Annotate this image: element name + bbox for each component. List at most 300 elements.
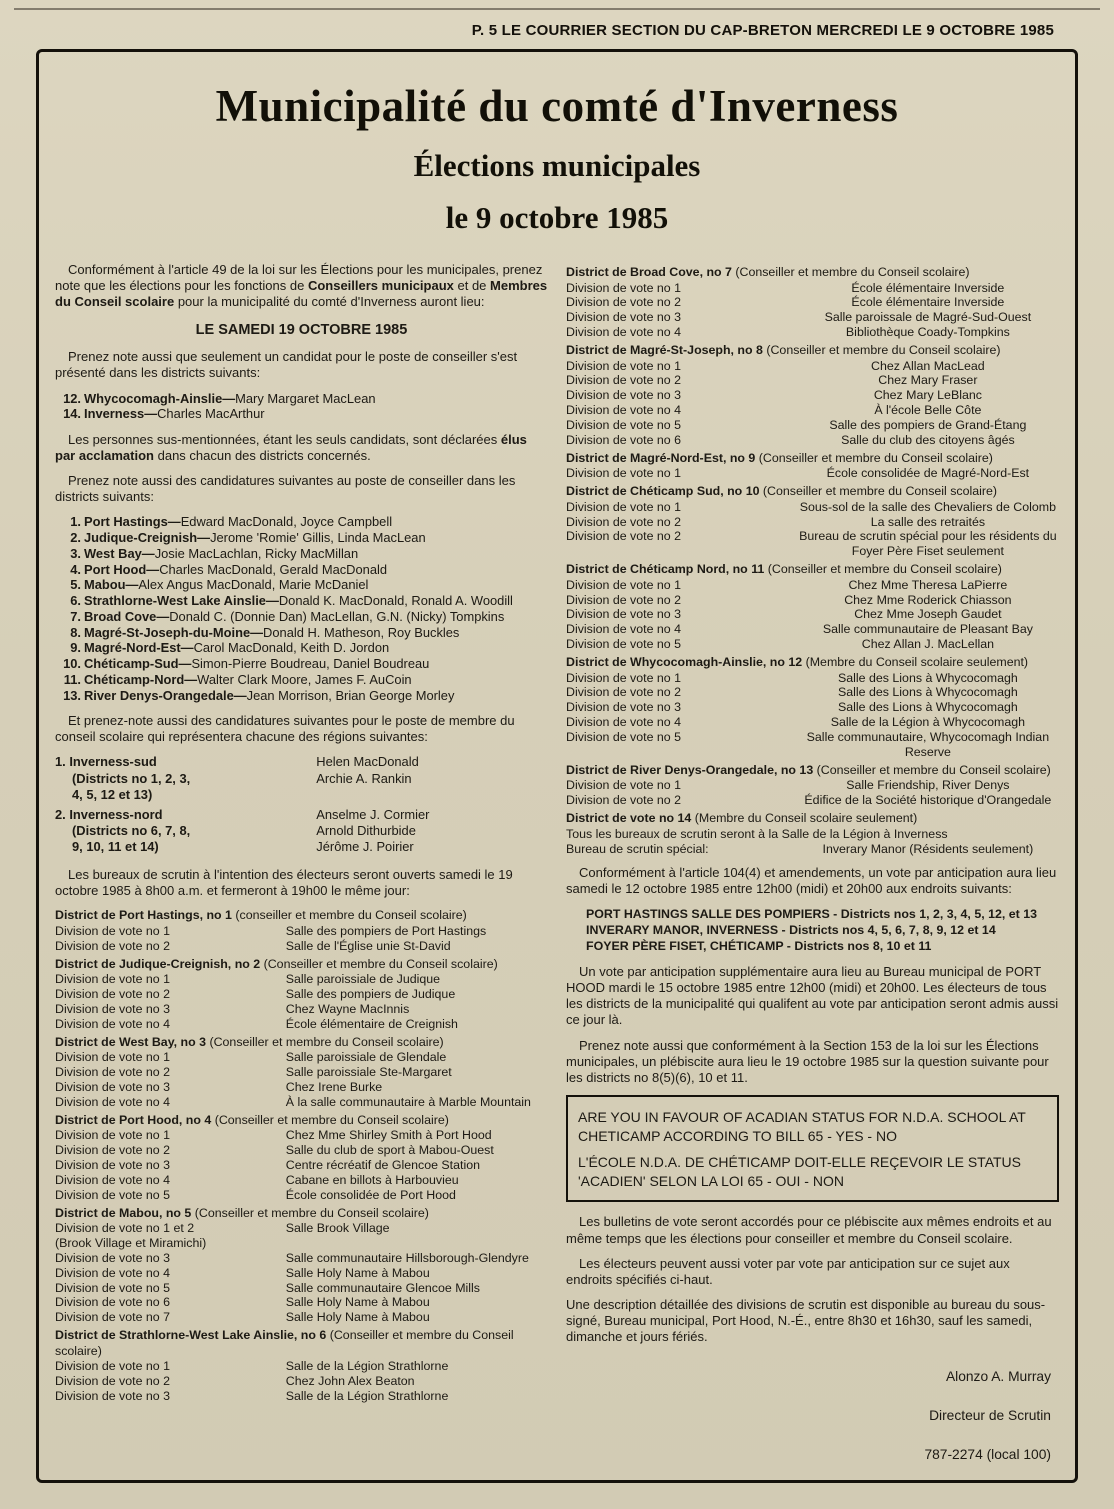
division-location: École élémentaire de Creignish <box>285 1016 458 1031</box>
district-header <box>55 957 548 973</box>
division-row <box>55 1065 548 1080</box>
district-block <box>566 811 1059 857</box>
division-location: Chez Mme Shirley Smith à Port Hood <box>285 1128 492 1143</box>
region-candidates <box>316 754 548 802</box>
region-row <box>55 807 548 855</box>
candidate-names: Walter Clark Moore, James F. AuCoin <box>197 671 412 687</box>
advance-poll-location-line: FOYER PÈRE FISET, CHÉTICAMP - Districts nos 8, 10 et 11 <box>586 938 932 953</box>
notice-title: Municipalité du comté d'Inverness <box>215 81 899 131</box>
division-location: Salle paroissiale de Glendale <box>285 1050 447 1065</box>
division-location: Chez Mme Joseph Gaudet <box>854 607 1002 622</box>
candidate-district-name: Mabou— <box>84 577 139 593</box>
candidate-district-name: Judique-Creignish— <box>84 530 211 546</box>
text-segment: pour la municipalité du comté d'Inverness auront lieu: <box>174 294 485 310</box>
division-label <box>55 1128 282 1143</box>
division-label <box>55 1158 282 1173</box>
division-sublabel: (Brook Village et Miramichi) <box>55 1235 207 1250</box>
division-label <box>55 1065 282 1080</box>
district-note: (Conseiller et membre du Conseil scolaire) <box>209 1034 444 1049</box>
division-location: Salle Holy Name à Mabou <box>285 1295 430 1310</box>
description-availability-paragraph: Une description détaillée des divisions de scrutin est disponible au bureau du sous-signé, Bureau municipal, Port Hood, N.-É., entre 8h30 et 16h30, sauf les samedi, dimanche et jours fériés. <box>566 1296 1046 1345</box>
district-title: District de Magré-St-Joseph, no 8 <box>566 343 767 357</box>
candidate-number: 12. <box>63 390 81 406</box>
division-label-line: Division de vote no 1 <box>566 358 682 373</box>
division-row <box>55 1002 548 1017</box>
division-label-line: Division de vote no 2 <box>55 987 171 1002</box>
division-label-line: Division de vote no 2 <box>55 1374 171 1389</box>
division-label <box>55 1281 282 1296</box>
councillor-candidates-list <box>55 514 548 703</box>
division-location: Salle paroissiale de Judique <box>285 972 441 987</box>
division-label-line: Division de vote no 3 <box>55 1079 171 1094</box>
school-board-candidate-name: Anselme J. Cormier <box>316 806 430 822</box>
anticipation-vote-paragraph: Les électeurs peuvent aussi voter par vote par anticipation sur ce sujet aux endroits spécifiés ci-haut. <box>566 1255 1010 1287</box>
candidate-number: 7. <box>70 608 81 624</box>
division-location: Chez Allan MacLead <box>871 358 985 373</box>
division-label <box>55 1374 282 1389</box>
candidate-entry <box>84 406 548 422</box>
candidate-row <box>55 672 548 688</box>
emphasized-text: élus par acclamation <box>55 432 527 464</box>
polling-hours-paragraph: Les bureaux de scrutin à l'intention des électeurs seront ouverts samedi le 19 octobre 1985 à 8h00 a.m. et fermeront à 19h00 le même jour: <box>55 867 513 899</box>
division-label <box>566 325 793 340</box>
district-title: District de Port Hood, no 4 <box>55 1112 215 1127</box>
district-note: (Conseiller et membre du Conseil scolaire) <box>816 762 1051 777</box>
division-row <box>55 1295 548 1310</box>
division-label-line: Division de vote no 1 <box>55 1128 171 1143</box>
school-board-candidate-name: Jérôme J. Poirier <box>316 839 414 855</box>
division-row <box>566 637 1059 652</box>
division-label-line: Division de vote no 3 <box>566 607 682 622</box>
candidate-district-name: Magré-Nord-Est— <box>84 640 194 656</box>
division-location: École élémentaire Inverside <box>851 295 1005 310</box>
division-label <box>566 281 793 296</box>
division-label-line: Division de vote no 4 <box>566 403 682 418</box>
candidate-names: Alex Angus MacDonald, Marie McDaniel <box>138 577 369 593</box>
district-block <box>566 484 1059 559</box>
division-label <box>55 1173 282 1188</box>
division-label-line: Division de vote no 2 <box>55 1065 171 1080</box>
district-block <box>566 451 1059 481</box>
candidate-number: 2. <box>70 530 81 546</box>
district-note: (conseiller et membre du Conseil scolaire) <box>235 908 467 923</box>
division-label-line: Division de vote no 1 <box>55 972 171 987</box>
district-title: District de River Denys-Orangedale, no 13 <box>566 762 817 777</box>
division-label <box>566 622 793 637</box>
division-location: École consolidée de Port Hood <box>285 1187 456 1202</box>
division-row <box>566 730 1059 760</box>
division-location: Salle du club des citoyens âgés <box>841 432 1015 447</box>
division-row <box>55 1374 548 1389</box>
candidate-district-name: Port Hood— <box>84 561 160 577</box>
district-block <box>55 1328 548 1404</box>
district-title: District de Broad Cove, no 7 <box>566 265 736 279</box>
candidate-row <box>55 406 548 422</box>
candidate-number: 4. <box>70 561 81 577</box>
plebiscite-question-box <box>566 1095 1059 1203</box>
division-location: Édifice de la Société historique d'Orangedale <box>804 793 1052 808</box>
candidate-district-name: River Denys-Orangedale— <box>84 687 247 703</box>
district-title: District de West Bay, no 3 <box>55 1034 210 1049</box>
candidate-names: Mary Margaret MacLean <box>235 390 376 406</box>
school-board-candidate-name: Arnold Dithurbide <box>316 822 416 838</box>
candidate-row <box>55 688 548 704</box>
plebiscite-paragraph: Prenez note aussi que conformément à la Section 153 de la loi sur les Élections municipales, un plébiscite aura lieu le 19 octobre 1985 sur la question suivante pour les districts no 8(5)(6), 10 et 11. <box>566 1037 1049 1085</box>
division-location: Salle paroissale de Magré-Sud-Ouest <box>824 310 1032 325</box>
division-row <box>566 325 1059 340</box>
candidate-row <box>55 530 548 546</box>
division-label <box>55 1251 282 1266</box>
candidate-names: Carol MacDonald, Keith D. Jordon <box>193 640 390 656</box>
candidate-district-name: Port Hastings— <box>84 514 181 530</box>
division-location: Salle communautaire Glencoe Mills <box>285 1280 480 1295</box>
division-label <box>566 700 793 715</box>
division-label <box>566 607 793 622</box>
division-location: Salle de l'Église unie St-David <box>285 938 451 953</box>
candidate-names: Donald H. Matheson, Roy Buckles <box>263 624 460 640</box>
division-location: Salle communautaire Hillsborough-Glendyre <box>285 1250 529 1265</box>
division-row <box>566 793 1059 808</box>
division-row <box>55 972 548 987</box>
division-location: À l'école Belle Côte <box>874 403 982 418</box>
division-label <box>566 403 793 418</box>
candidate-district-name: Magré-St-Joseph-du-Moine— <box>84 624 264 640</box>
division-location: Chez Mary Fraser <box>878 373 978 388</box>
division-label <box>566 685 793 700</box>
candidate-names: Charles MacDonald, Gerald MacDonald <box>159 561 388 577</box>
division-label-line: Division de vote no 4 <box>55 1016 171 1031</box>
region-name-block <box>55 754 316 802</box>
candidates-intro: Prenez note aussi des candidatures suivantes au poste de conseiller dans les districts suivants: <box>55 473 516 505</box>
division-label-line: Division de vote no 2 <box>566 592 682 607</box>
signature-phone: 787-2274 (local 100) <box>924 1447 1051 1463</box>
candidate-number: 1. <box>70 514 81 530</box>
division-row <box>566 359 1059 374</box>
division-label <box>566 310 793 325</box>
division-label <box>55 1310 282 1325</box>
division-label <box>566 730 793 760</box>
division-label <box>55 1050 282 1065</box>
division-row <box>566 778 1059 793</box>
region-line: 4, 5, 12 et 13) <box>72 786 153 802</box>
division-location: Salle de la Légion Strathlorne <box>285 1388 449 1403</box>
candidate-names: Donald K. MacDonald, Ronald A. Woodill <box>278 593 513 609</box>
division-location: Salle des pompiers de Grand-Étang <box>829 418 1027 432</box>
emphasized-text: Conseillers municipaux <box>307 278 454 294</box>
division-label-line: Division de vote no 2 <box>566 529 682 544</box>
division-row <box>55 1095 548 1110</box>
division-row <box>566 685 1059 700</box>
division-location: Sous-sol de la salle des Chevaliers de Colomb <box>799 499 1056 514</box>
district-header <box>566 484 1059 500</box>
division-location: École consolidée de Magré-Nord-Est <box>826 466 1030 481</box>
division-location: Bibliothèque Coady-Tompkins <box>845 325 1010 340</box>
district-note: (Conseiller et membre du Conseil scolaire) <box>766 343 1001 357</box>
district-block <box>55 957 548 1032</box>
masthead <box>0 10 1114 49</box>
division-row <box>55 1017 548 1032</box>
division-label-line: Division de vote no 1 <box>566 577 682 592</box>
division-row <box>566 310 1059 325</box>
election-date-heading: LE SAMEDI 19 OCTOBRE 1985 <box>195 322 408 339</box>
division-label <box>55 924 282 939</box>
division-label-line: Bureau de scrutin spécial: <box>566 841 709 856</box>
candidate-names: Edward MacDonald, Joyce Campbell <box>180 514 393 530</box>
division-label <box>55 1143 282 1158</box>
division-row <box>566 466 1059 481</box>
district-note: (Conseiller et membre du Conseil scolaire) <box>758 450 993 465</box>
division-row <box>566 715 1059 730</box>
district-note: (Conseiller et membre du Conseil scolaire) <box>263 956 498 971</box>
division-row <box>566 593 1059 608</box>
division-label-line: Division de vote no 1 <box>55 1050 171 1065</box>
candidate-entry <box>84 640 548 656</box>
division-location: Chez John Alex Beaton <box>285 1374 415 1389</box>
division-row <box>55 1143 548 1158</box>
candidate-names: Josie MacLachlan, Ricky MacMillan <box>154 545 359 561</box>
division-row <box>55 987 548 1002</box>
candidate-entry <box>84 656 548 672</box>
division-row <box>566 515 1059 530</box>
district-title: District de Magré-Nord-Est, no 9 <box>566 450 759 465</box>
division-label <box>55 939 282 954</box>
division-label-line: Division de vote no 3 <box>55 1157 171 1172</box>
division-label-line: Division de vote no 1 <box>566 466 682 481</box>
division-row <box>55 1310 548 1325</box>
emphasized-text: Membres du Conseil scolaire <box>55 278 548 310</box>
division-label <box>55 1389 282 1404</box>
intro-paragraph <box>55 262 548 310</box>
district-header <box>566 763 1059 779</box>
district-title: District de Chéticamp Nord, no 11 <box>566 562 768 577</box>
district-info-line: Tous les bureaux de scrutin seront à la Salle de la Légion à Inverness <box>566 826 948 841</box>
division-label-line: Division de vote no 3 <box>55 1250 171 1265</box>
division-label <box>55 1266 282 1281</box>
division-label-line: Division de vote no 2 <box>566 295 682 310</box>
division-location: À la salle communautaire à Marble Mountain <box>285 1094 531 1109</box>
candidate-number: 10. <box>63 656 81 672</box>
plebiscite-question-english: ARE YOU IN FAVOUR OF ACADIAN STATUS FOR N.D.A. SCHOOL AT CHETICAMP ACCORDING TO BILL 65 - YES - NO <box>578 1108 1026 1144</box>
division-row <box>566 418 1059 433</box>
division-label <box>566 359 793 374</box>
division-label-line: Division de vote no 2 <box>566 373 682 388</box>
school-board-candidate-name: Helen MacDonald <box>316 754 419 770</box>
candidate-number: 14. <box>63 406 81 422</box>
advance-poll-location-line: INVERARY MANOR, INVERNESS - Districts nos 4, 5, 6, 7, 8, 9, 12 et 14 <box>586 922 996 937</box>
district-note: (Membre du Conseil scolaire seulement) <box>805 655 1029 669</box>
division-label <box>55 1017 282 1032</box>
district-note: (Membre du Conseil scolaire seulement) <box>694 811 918 825</box>
candidate-row <box>55 391 548 407</box>
division-row <box>566 671 1059 686</box>
district-header <box>55 1328 548 1359</box>
candidate-names: Jerome 'Romie' Gillis, Linda MacLean <box>210 530 426 546</box>
district-note: (Conseiller et membre du Conseil scolaire) <box>194 1205 429 1220</box>
candidate-names: Charles MacArthur <box>157 406 265 422</box>
division-row <box>566 433 1059 448</box>
division-row <box>566 388 1059 403</box>
division-row <box>566 842 1059 857</box>
candidate-names: Jean Morrison, Brian George Morley <box>246 687 455 703</box>
district-block <box>566 763 1059 808</box>
division-label-line: Division de vote no 7 <box>55 1310 171 1325</box>
candidate-row <box>55 609 548 625</box>
candidate-district-name: Chéticamp-Nord— <box>84 671 198 687</box>
division-row <box>55 1251 548 1266</box>
region-row <box>55 754 548 802</box>
candidate-district-name: West Bay— <box>84 545 155 561</box>
division-row <box>55 1080 548 1095</box>
region-line: (Districts no 1, 2, 3, <box>72 770 191 786</box>
text-segment: Les personnes sus-mentionnées, étant les seuls candidats, sont déclarées <box>68 432 501 448</box>
district-block <box>566 343 1059 448</box>
division-label-line: Division de vote no 4 <box>55 1172 171 1187</box>
division-row <box>566 622 1059 637</box>
division-label <box>566 715 793 730</box>
division-label <box>566 578 793 593</box>
district-title: District de Mabou, no 5 <box>55 1205 195 1220</box>
school-board-intro: Et prenez-note aussi des candidatures suivantes pour le poste de membre du conseil scolaire qui représentera chacune des régions suivantes: <box>55 713 515 745</box>
candidate-number: 8. <box>70 624 81 640</box>
division-label-line: Division de vote no 3 <box>55 1001 171 1016</box>
district-header <box>566 562 1059 578</box>
district-title: District de Strathlorne-West Lake Ainslie, no 6 <box>55 1328 330 1343</box>
division-label-line: Division de vote no 4 <box>566 715 682 730</box>
division-label-line: Division de vote no 1 <box>566 499 682 514</box>
division-row <box>566 578 1059 593</box>
division-label <box>55 1002 282 1017</box>
district-title: District de Port Hastings, no 1 <box>55 908 236 923</box>
division-label <box>55 972 282 987</box>
text-segment: dans chacun des districts concernés. <box>154 448 371 464</box>
division-row <box>55 1281 548 1296</box>
division-label-line: Division de vote no 2 <box>566 793 682 808</box>
division-location: École élémentaire Inverside <box>851 280 1005 295</box>
division-row <box>55 1359 548 1374</box>
district-header <box>55 1035 548 1051</box>
candidate-row <box>55 546 548 562</box>
division-label-line: Division de vote no 6 <box>55 1295 171 1310</box>
candidate-entry <box>84 672 548 688</box>
district-note: (Conseiller et membre du Conseil scolaire) <box>762 484 998 499</box>
division-location: Salle Holy Name à Mabou <box>285 1310 430 1325</box>
division-label <box>55 987 282 1002</box>
division-location: Salle communautaire de Pleasant Bay <box>822 622 1033 637</box>
school-board-regions <box>55 754 548 855</box>
candidate-entry <box>84 391 548 407</box>
division-location: Chez Mme Theresa LaPierre <box>848 577 1008 592</box>
division-row <box>566 373 1059 388</box>
signature-title: Directeur de Scrutin <box>929 1408 1051 1424</box>
candidate-district-name: Inverness— <box>84 406 158 422</box>
candidate-entry <box>84 577 548 593</box>
candidate-row <box>55 656 548 672</box>
division-label-line: Division de vote no 2 <box>566 685 682 700</box>
division-label-line: Division de vote no 1 <box>55 923 171 938</box>
supplementary-vote-paragraph: Un vote par anticipation supplémentaire aura lieu au Bureau municipal de PORT HOOD mardi le 15 octobre 1985 entre 12h00 (midi) et 20h00. Les électeurs de tous les districts de la municipalité qui qualifent au vote par anticipation seront admis aussi ce jour là. <box>566 964 1059 1028</box>
division-label <box>566 388 793 403</box>
region-candidates <box>316 807 548 855</box>
division-label <box>55 1095 282 1110</box>
advance-poll-locations <box>566 906 1059 954</box>
candidate-number: 3. <box>70 545 81 561</box>
division-label <box>55 1359 282 1374</box>
region-number: 1. <box>55 754 70 770</box>
district-header <box>566 655 1059 671</box>
candidate-row <box>55 593 548 609</box>
division-location: Inverary Manor (Résidents seulement) <box>822 841 1034 856</box>
division-row <box>55 1266 548 1281</box>
division-label <box>566 466 793 481</box>
division-location: Salle paroissiale Ste-Margaret <box>285 1065 452 1080</box>
division-label-line: Division de vote no 2 <box>566 514 682 529</box>
notice-subtitle-date: le 9 octobre 1985 <box>445 200 669 235</box>
district-header <box>55 1206 548 1222</box>
district-header <box>566 811 1059 827</box>
district-title: District de Judique-Creignish, no 2 <box>55 956 264 971</box>
district-title: District de Whycocomagh-Ainslie, no 12 <box>566 655 806 669</box>
candidate-district-name: Broad Cove— <box>84 608 170 624</box>
division-label-line: Division de vote no 2 <box>55 938 171 953</box>
division-label-line: Division de vote no 3 <box>566 310 682 325</box>
division-label-line: Division de vote no 1 <box>566 670 682 685</box>
division-label <box>566 373 793 388</box>
division-location: Chez Allan J. MacLellan <box>861 637 994 652</box>
division-label <box>566 529 793 559</box>
division-label-line: Division de vote no 3 <box>566 700 682 715</box>
division-location: Salle des pompiers de Port Hastings <box>285 923 487 938</box>
division-label <box>566 637 793 652</box>
division-label-line: Division de vote no 3 <box>55 1388 171 1403</box>
acclaimed-candidates-list <box>55 391 548 422</box>
division-label <box>566 500 793 515</box>
division-location: Salle communautaire, Whycocomagh Indian Reserve <box>806 730 1050 759</box>
district-header <box>566 343 1059 359</box>
division-location: La salle des retraités <box>870 514 986 529</box>
candidate-entry <box>84 625 548 641</box>
district-title: District de vote no 14 <box>566 811 695 825</box>
division-location: Salle Brook Village <box>285 1221 390 1236</box>
division-location: Salle des Lions à Whycocomagh <box>838 700 1018 715</box>
region-line: 1. Inverness-sud <box>55 754 157 770</box>
candidate-number: 6. <box>70 593 81 609</box>
division-row <box>566 281 1059 296</box>
district-note: (Conseiller et membre du Conseil scolaire) <box>735 265 970 279</box>
division-location: Chez Wayne MacInnis <box>285 1001 410 1016</box>
election-notice-box <box>36 49 1078 1483</box>
division-location: Salle des Lions à Whycocomagh <box>838 670 1018 685</box>
division-label-line: Division de vote no 2 <box>55 1143 171 1158</box>
acclamation-note <box>55 432 548 464</box>
plebiscite-question-french: L'ÉCOLE N.D.A. DE CHÉTICAMP DOIT-ELLE REÇEVOIR LE STATUS 'ACADIEN' SELON LA LOI 65 - OUI - NON <box>578 1153 1021 1189</box>
district-title: District de Chéticamp Sud, no 10 <box>566 484 763 499</box>
district-block <box>55 1113 548 1203</box>
division-label-line: Division de vote no 6 <box>566 432 682 447</box>
candidate-row <box>55 577 548 593</box>
school-board-candidate-name: Archie A. Rankin <box>316 770 412 786</box>
division-location: Salle des Lions à Whycocomagh <box>838 685 1018 700</box>
division-label <box>566 671 793 686</box>
advance-poll-intro: Conformément à l'article 104(4) et amendements, un vote par anticipation aura lieu samedi le 12 octobre 1985 entre 12h00 (midi) et 20h00 aux endroits suivants: <box>566 864 1057 896</box>
district-block <box>55 1035 548 1110</box>
division-row <box>55 1188 548 1203</box>
division-row <box>55 1158 548 1173</box>
advance-poll-location-line: PORT HASTINGS SALLE DES POMPIERS - Districts nos 1, 2, 3, 4, 5, 12, et 13 <box>586 906 1038 921</box>
division-row <box>566 295 1059 310</box>
division-location: Salle de la Légion Strathlorne <box>285 1359 449 1374</box>
region-line: 9, 10, 11 et 14) <box>72 839 159 855</box>
division-label <box>566 295 793 310</box>
